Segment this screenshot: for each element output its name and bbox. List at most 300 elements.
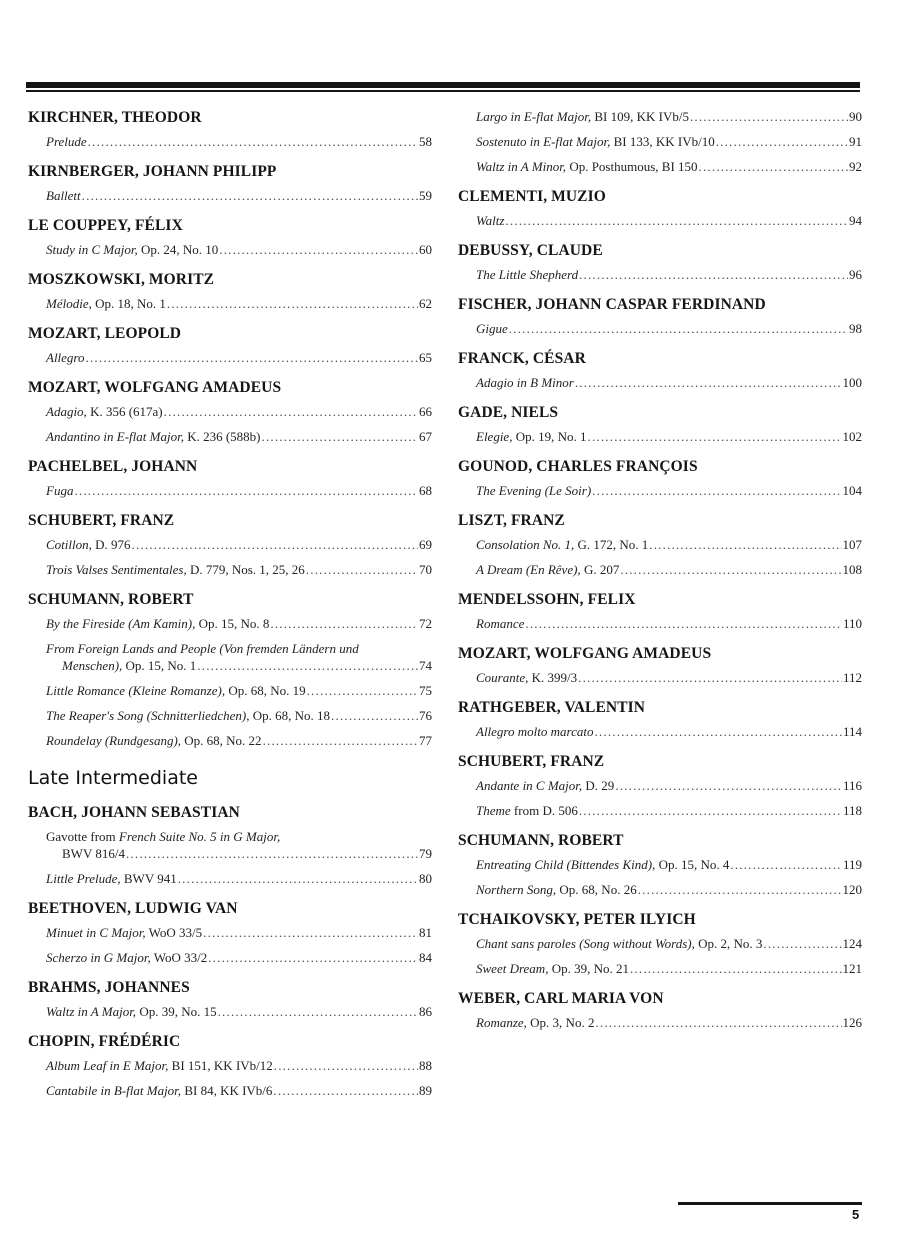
entry-title-plain: Gavotte from xyxy=(46,829,119,844)
entry-opus: Op. 68, No. 18 xyxy=(249,708,331,723)
entry-title-italic: Cotillon, xyxy=(46,537,92,552)
toc-entry[interactable] xyxy=(28,187,432,204)
entry-opus: K. 399/3 xyxy=(528,670,578,685)
entry-page-number: 74 xyxy=(419,658,432,673)
entry-title-italic: Cantabile in B-flat Major, xyxy=(46,1083,182,1098)
dot-leader xyxy=(763,935,841,952)
toc-entry[interactable] xyxy=(458,1014,862,1031)
toc-entry[interactable] xyxy=(458,320,862,337)
entry-list xyxy=(28,403,432,445)
entry-page-number: 89 xyxy=(419,1083,432,1098)
entry-page-number: 98 xyxy=(849,321,862,336)
entry-line xyxy=(476,482,862,499)
toc-entry[interactable] xyxy=(28,403,432,420)
composer-name: MOSZKOWSKI, MORITZ xyxy=(28,271,215,288)
composer-name: MENDELSSOHN, FELIX xyxy=(458,591,636,608)
entry-line xyxy=(46,615,432,632)
composer-section xyxy=(28,978,432,1020)
toc-entry[interactable] xyxy=(28,640,432,674)
entry-page-number: 119 xyxy=(842,857,862,872)
entry-title-italic: Romance xyxy=(476,616,525,631)
entry-title xyxy=(46,133,87,150)
entry-title-italic: The Little Shepherd xyxy=(476,267,579,282)
entry-list xyxy=(458,856,862,898)
entry-list xyxy=(28,924,432,966)
entry-line xyxy=(476,802,862,819)
entry-line xyxy=(476,374,862,391)
toc-entry[interactable] xyxy=(28,1003,432,1020)
entry-title xyxy=(476,960,629,977)
entry-title-italic: Consolation No. 1, xyxy=(476,537,575,552)
entry-title xyxy=(46,349,85,366)
toc-entry[interactable] xyxy=(458,428,862,445)
toc-entry[interactable] xyxy=(28,133,432,150)
toc-entry[interactable] xyxy=(458,669,862,686)
entry-opus: BI 151, KK IVb/12 xyxy=(168,1058,273,1073)
entry-title-italic: Waltz in A Major, xyxy=(46,1004,137,1019)
entry-line xyxy=(476,856,862,873)
entry-list xyxy=(458,482,862,499)
composer-name: KIRCHNER, THEODOR xyxy=(28,109,202,126)
toc-entry[interactable] xyxy=(28,615,432,632)
composer-section xyxy=(458,989,862,1031)
toc-entry[interactable] xyxy=(28,1082,432,1099)
toc-entry[interactable] xyxy=(28,682,432,699)
entry-title-italic: Roundelay (Rundgesang), xyxy=(46,733,182,748)
entry-title-italic: Andante in C Major, xyxy=(476,778,583,793)
dot-leader xyxy=(630,960,842,977)
entry-title-italic: Menschen), xyxy=(62,658,123,673)
entry-title xyxy=(476,108,689,125)
entry-title xyxy=(46,707,330,724)
entry-title-italic: Elegie, xyxy=(476,429,513,444)
composer-name: KIRNBERGER, JOHANN PHILIPP xyxy=(28,163,277,180)
composer-name: MOZART, WOLFGANG AMADEUS xyxy=(458,645,712,662)
entry-line xyxy=(476,108,862,125)
entry-opus: Op. 2, No. 3 xyxy=(694,936,763,951)
dot-leader xyxy=(716,133,848,150)
composer-name: LE COUPPEY, FÉLIX xyxy=(28,217,183,234)
entry-page-number: 60 xyxy=(419,242,432,257)
entry-title xyxy=(46,870,177,887)
composer-name: SCHUMANN, ROBERT xyxy=(458,832,624,849)
dot-leader xyxy=(219,241,418,258)
dot-leader xyxy=(82,187,418,204)
entry-title xyxy=(476,212,504,229)
composer-name: PACHELBEL, JOHANN xyxy=(28,458,198,475)
entry-list xyxy=(458,723,862,740)
entry-page-number: 66 xyxy=(419,404,432,419)
entry-title-italic: Album Leaf in E Major, xyxy=(46,1058,169,1073)
toc-entry[interactable] xyxy=(28,924,432,941)
entry-line xyxy=(46,295,432,312)
entry-line xyxy=(476,881,862,898)
composer-name: MOZART, WOLFGANG AMADEUS xyxy=(28,379,282,396)
composer-section xyxy=(458,187,862,229)
entry-title-italic: Theme xyxy=(476,803,511,818)
entry-title-italic: Trois Valses Sentimentales, xyxy=(46,562,187,577)
entry-title xyxy=(476,669,577,686)
dot-leader xyxy=(132,536,418,553)
toc-entry[interactable] xyxy=(458,935,862,952)
composer-name: BACH, JOHANN SEBASTIAN xyxy=(28,804,240,821)
entry-title-italic: Gigue xyxy=(476,321,508,336)
entry-line xyxy=(46,536,432,553)
entry-title xyxy=(476,561,619,578)
left-column xyxy=(28,108,432,1111)
entry-opus: D. 29 xyxy=(582,778,615,793)
composer-section xyxy=(458,349,862,391)
entry-title xyxy=(46,561,305,578)
entry-title-italic: A Dream (En Rêve), xyxy=(476,562,581,577)
dot-leader xyxy=(307,682,418,699)
entry-title-italic: Mélodie, xyxy=(46,296,92,311)
entry-title xyxy=(46,732,262,749)
toc-entry[interactable] xyxy=(458,723,862,740)
dot-leader xyxy=(88,133,418,150)
entry-line xyxy=(476,723,862,740)
composer-section xyxy=(28,162,432,204)
entry-opus: Op. 3, No. 2 xyxy=(526,1015,595,1030)
entry-page-number: 124 xyxy=(842,936,862,951)
entry-opus: WoO 33/2 xyxy=(150,950,208,965)
dot-leader xyxy=(579,266,848,283)
entry-line xyxy=(476,935,862,952)
entry-line xyxy=(476,536,862,553)
entry-page-number: 110 xyxy=(842,616,862,631)
entry-opus: BWV 941 xyxy=(120,871,177,886)
toc-entry[interactable] xyxy=(28,482,432,499)
dot-leader xyxy=(167,295,418,312)
composer-section xyxy=(458,295,862,337)
entry-line xyxy=(476,615,862,632)
entry-page-number: 108 xyxy=(842,562,862,577)
entry-list xyxy=(458,428,862,445)
entry-page-number: 84 xyxy=(419,950,432,965)
entry-title-italic: The Evening (Le Soir) xyxy=(476,483,592,498)
entry-title-italic: Chant sans paroles (Song without Words), xyxy=(476,936,695,951)
entry-list xyxy=(458,212,862,229)
entry-page-number: 100 xyxy=(842,375,862,390)
entry-opus: WoO 33/5 xyxy=(145,925,203,940)
entry-line xyxy=(46,241,432,258)
entry-opus: G. 172, No. 1 xyxy=(574,537,649,552)
composer-name: RATHGEBER, VALENTIN xyxy=(458,699,646,716)
toc-entry[interactable] xyxy=(458,856,862,873)
entry-title xyxy=(46,1003,217,1020)
dot-leader xyxy=(273,1082,418,1099)
page-number: 5 xyxy=(852,1207,860,1222)
entry-page-number: 58 xyxy=(419,134,432,149)
entry-line xyxy=(46,187,432,204)
entry-line xyxy=(46,949,432,966)
entry-page-number: 96 xyxy=(849,267,862,282)
entry-title-italic: Northern Song, xyxy=(476,882,557,897)
entry-page-number: 59 xyxy=(419,188,432,203)
toc-entry[interactable] xyxy=(28,1057,432,1074)
dot-leader xyxy=(262,428,419,445)
composer-name: GADE, NIELS xyxy=(458,404,559,421)
composer-name: BEETHOVEN, LUDWIG VAN xyxy=(28,900,238,917)
toc-entry[interactable] xyxy=(458,108,862,125)
entry-title xyxy=(46,482,73,499)
entry-title-italic: Study in C Major, xyxy=(46,242,138,257)
entry-title-line1 xyxy=(46,828,432,845)
entry-page-number: 120 xyxy=(842,882,862,897)
entry-line xyxy=(46,924,432,941)
entry-title-italic: Prelude xyxy=(46,134,87,149)
entry-title xyxy=(46,924,202,941)
toc-entry[interactable] xyxy=(458,266,862,283)
composer-section xyxy=(28,216,432,258)
entry-page-number: 81 xyxy=(419,925,432,940)
entry-title xyxy=(476,802,578,819)
entry-title-italic: Little Prelude, xyxy=(46,871,121,886)
entry-opus: Op. 19, No. 1 xyxy=(512,429,587,444)
toc-entry[interactable] xyxy=(28,241,432,258)
entry-list xyxy=(458,777,862,819)
toc-entry[interactable] xyxy=(28,561,432,578)
entry-page-number: 68 xyxy=(419,483,432,498)
entry-line xyxy=(476,158,862,175)
toc-entry[interactable] xyxy=(458,158,862,175)
entry-title-italic: Romanze, xyxy=(476,1015,527,1030)
entry-list xyxy=(458,374,862,391)
entry-line xyxy=(476,777,862,794)
level-heading: Late Intermediate xyxy=(28,767,198,789)
composer-section xyxy=(28,511,432,578)
composer-section xyxy=(458,457,862,499)
entry-line xyxy=(476,1014,862,1031)
entry-title-italic: Courante, xyxy=(476,670,529,685)
entry-page-number: 121 xyxy=(842,961,862,976)
dot-leader xyxy=(509,320,848,337)
entry-page-number: 102 xyxy=(842,429,862,444)
entry-list xyxy=(28,1057,432,1099)
composer-name: SCHUMANN, ROBERT xyxy=(28,591,194,608)
entry-line xyxy=(46,870,432,887)
toc-entry[interactable] xyxy=(28,536,432,553)
composer-name: CLEMENTI, MUZIO xyxy=(458,188,606,205)
entry-opus: Op. 15, No. 4 xyxy=(655,857,730,872)
composer-section xyxy=(458,403,862,445)
entry-title xyxy=(46,187,81,204)
entry-page-number: 67 xyxy=(419,429,432,444)
entry-title-italic: Allegro xyxy=(46,350,85,365)
entry-list xyxy=(458,935,862,977)
dot-leader xyxy=(525,615,842,632)
entry-line xyxy=(46,707,432,724)
entry-opus: D. 976 xyxy=(91,537,131,552)
toc-entry[interactable] xyxy=(28,349,432,366)
toc-entry[interactable] xyxy=(28,732,432,749)
right-column xyxy=(458,108,862,1043)
toc-entry[interactable] xyxy=(458,802,862,819)
dot-leader xyxy=(208,949,418,966)
entry-page-number: 114 xyxy=(842,724,862,739)
composer-name: BRAHMS, JOHANNES xyxy=(28,979,190,996)
entry-opus: Op. 68, No. 26 xyxy=(556,882,637,897)
toc-entry[interactable] xyxy=(458,482,862,499)
toc-entry[interactable] xyxy=(458,536,862,553)
composer-name: DEBUSSY, CLAUDE xyxy=(458,242,603,259)
entry-title-italic: Scherzo in G Major, xyxy=(46,950,151,965)
toc-entry[interactable] xyxy=(28,707,432,724)
composer-name: WEBER, CARL MARIA VON xyxy=(458,990,664,1007)
entry-line xyxy=(476,428,862,445)
dot-leader xyxy=(620,561,841,578)
entry-page-number: 65 xyxy=(419,350,432,365)
entry-title-italic: From Foreign Lands and People (Von fremden Ländern und xyxy=(46,641,359,656)
entry-title-italic: Entreating Child (Bittendes Kind), xyxy=(476,857,656,872)
entry-title xyxy=(476,482,591,499)
entry-title xyxy=(46,682,306,699)
composer-name: CHOPIN, FRÉDÉRIC xyxy=(28,1033,181,1050)
entry-opus: BI 84, KK IVb/6 xyxy=(181,1083,273,1098)
composer-section xyxy=(28,270,432,312)
toc-entry[interactable] xyxy=(28,870,432,887)
entry-title xyxy=(46,403,163,420)
composer-section xyxy=(458,511,862,578)
entry-list xyxy=(28,133,432,150)
entry-title-italic: French Suite No. 5 in G Major, xyxy=(118,829,281,844)
entry-title xyxy=(46,615,269,632)
dot-leader xyxy=(594,723,841,740)
toc-entry[interactable] xyxy=(458,881,862,898)
dot-leader xyxy=(274,1057,418,1074)
toc-entry[interactable] xyxy=(28,295,432,312)
entry-title-italic: Adagio, xyxy=(46,404,87,419)
entry-title xyxy=(476,881,637,898)
composer-section xyxy=(28,899,432,966)
entry-title xyxy=(62,657,196,674)
dot-leader xyxy=(588,428,842,445)
entry-page-number: 79 xyxy=(419,846,432,861)
entry-line xyxy=(46,1082,432,1099)
entry-list xyxy=(28,1003,432,1020)
entry-line xyxy=(476,561,862,578)
entry-page-number: 90 xyxy=(849,109,862,124)
entry-line xyxy=(476,133,862,150)
composer-section xyxy=(458,698,862,740)
entry-line xyxy=(476,266,862,283)
entry-title xyxy=(476,856,729,873)
dot-leader xyxy=(505,212,848,229)
composer-name: MOZART, LEOPOLD xyxy=(28,325,182,342)
entry-opus: G. 207 xyxy=(580,562,620,577)
entry-title xyxy=(476,158,698,175)
footer-rule xyxy=(678,1202,862,1205)
entry-line xyxy=(46,657,432,674)
composer-name: FISCHER, JOHANN CASPAR FERDINAND xyxy=(458,296,766,313)
toc-entry[interactable] xyxy=(458,212,862,229)
dot-leader xyxy=(86,349,418,366)
entry-list xyxy=(28,615,432,749)
toc-entry[interactable] xyxy=(458,777,862,794)
dot-leader xyxy=(615,777,842,794)
composer-section xyxy=(28,457,432,499)
entry-opus: Op. 39, No. 15 xyxy=(136,1004,217,1019)
composer-name: TCHAIKOVSKY, PETER ILYICH xyxy=(458,911,696,928)
dot-leader xyxy=(579,802,842,819)
entry-title xyxy=(476,133,715,150)
entry-page-number: 76 xyxy=(419,708,432,723)
entry-line xyxy=(46,133,432,150)
entry-opus: Op. 15, No. 1 xyxy=(122,658,197,673)
entry-page-number: 80 xyxy=(419,871,432,886)
entry-title xyxy=(476,428,587,445)
entry-line xyxy=(46,1003,432,1020)
dot-leader xyxy=(164,403,418,420)
entry-opus: Op. 68, No. 22 xyxy=(181,733,262,748)
entry-title xyxy=(476,615,524,632)
entry-title-italic: Allegro molto marcato xyxy=(476,724,594,739)
entry-title xyxy=(46,1082,272,1099)
dot-leader xyxy=(203,924,418,941)
entry-list xyxy=(28,828,432,887)
entry-title-italic: The Reaper's Song (Schnitterliedchen), xyxy=(46,708,250,723)
entry-list xyxy=(28,349,432,366)
entry-opus: K. 236 (588b) xyxy=(183,429,261,444)
entry-title-italic: By the Fireside (Am Kamin), xyxy=(46,616,196,631)
entry-page-number: 88 xyxy=(419,1058,432,1073)
composer-section xyxy=(28,803,432,887)
entry-opus: BI 109, KK IVb/5 xyxy=(591,109,689,124)
entry-title xyxy=(476,266,578,283)
continued-entry-list xyxy=(458,108,862,175)
entry-opus: Op. 39, No. 21 xyxy=(548,961,629,976)
composer-name: FRANCK, CÉSAR xyxy=(458,350,586,367)
entry-page-number: 116 xyxy=(842,778,862,793)
entry-opus: Op. 24, No. 10 xyxy=(137,242,219,257)
toc-entry[interactable] xyxy=(28,949,432,966)
composer-section xyxy=(458,910,862,977)
entry-line xyxy=(46,845,432,862)
toc-entry[interactable] xyxy=(458,615,862,632)
entry-page-number: 62 xyxy=(419,296,432,311)
dot-leader xyxy=(575,374,842,391)
entry-page-number: 94 xyxy=(849,213,862,228)
dot-leader xyxy=(270,615,418,632)
entry-page-number: 77 xyxy=(419,733,432,748)
entry-page-number: 86 xyxy=(419,1004,432,1019)
entry-line xyxy=(46,732,432,749)
entry-title xyxy=(476,723,593,740)
composer-section xyxy=(458,644,862,686)
toc-entry[interactable] xyxy=(458,960,862,977)
toc-entry[interactable] xyxy=(458,561,862,578)
entry-line xyxy=(476,212,862,229)
entry-list xyxy=(28,536,432,578)
dot-leader xyxy=(197,657,418,674)
entry-title xyxy=(46,241,218,258)
entry-title xyxy=(476,536,648,553)
entry-page-number: 107 xyxy=(842,537,862,552)
entry-opus: Op. Posthumous, BI 150 xyxy=(566,159,698,174)
toc-entry[interactable] xyxy=(28,428,432,445)
entry-title xyxy=(476,777,614,794)
entry-line xyxy=(476,669,862,686)
entry-opus: Op. 68, No. 19 xyxy=(225,683,306,698)
entry-list xyxy=(458,536,862,578)
toc-entry[interactable] xyxy=(458,133,862,150)
entry-page-number: 112 xyxy=(842,670,862,685)
entry-title-italic: Sweet Dream, xyxy=(476,961,549,976)
entry-title-italic: Andantino in E-flat Major, xyxy=(46,429,184,444)
toc-entry[interactable] xyxy=(458,374,862,391)
composer-section xyxy=(458,831,862,898)
toc-entry[interactable] xyxy=(28,828,432,862)
